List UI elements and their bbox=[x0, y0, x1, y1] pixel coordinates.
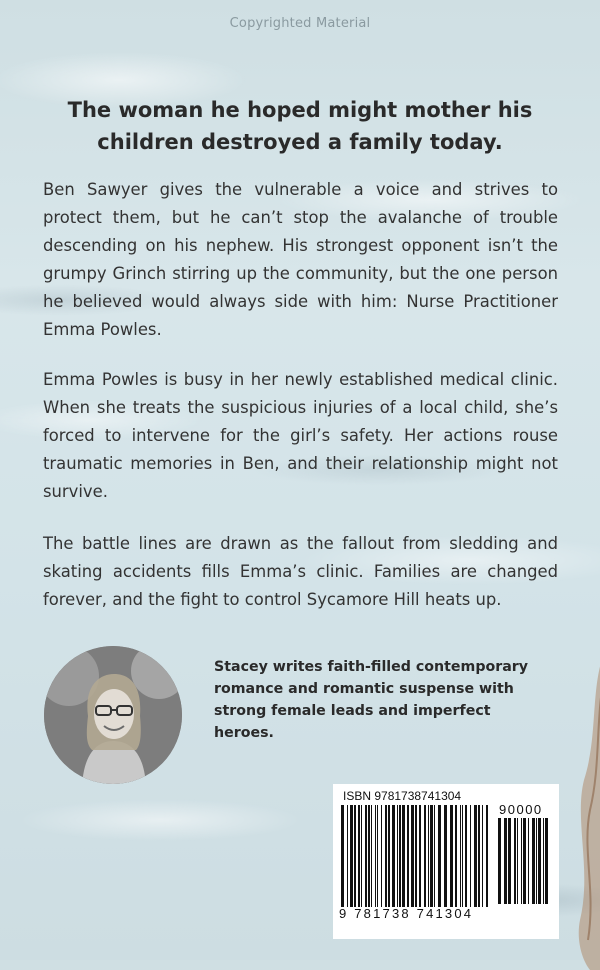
author-bio: Stacey writes faith-filled contemporary romance and romantic suspense with strong female leads and imperfect heroes. bbox=[214, 659, 529, 741]
price-code: 90000 bbox=[499, 802, 543, 817]
barcode-digits: 9 781738 741304 bbox=[339, 906, 474, 921]
copyright-watermark: Copyrighted Material bbox=[229, 16, 371, 31]
blurb-paragraph-3: The battle lines are drawn as the fallout from sledding and skating accidents fills Emma’s clinic. Families are changed forever, and the fight to control Sycamore Hill heats up. bbox=[43, 534, 558, 609]
isbn-label: ISBN 9781738741304 bbox=[343, 789, 462, 803]
barcode-panel bbox=[333, 784, 559, 939]
price-barcode bbox=[497, 818, 551, 904]
isbn-barcode bbox=[339, 805, 491, 907]
blurb-paragraph-2: Emma Powles is busy in her newly established medical clinic. When she treats the suspicious injuries of a local child, she’s forced to intervene for the girl’s safety. Her actions rouse traumatic memories in Ben, and their relationship might not survive. bbox=[43, 370, 558, 501]
blurb-paragraph-1: Ben Sawyer gives the vulnerable a voice and strives to protect them, but he can’t stop the avalanche of trouble descending on his nephew. His strongest opponent isn’t the grumpy Grinch stirring up the community, but the one person he believed would always side with him: Nurse Practitioner Emma Powles. bbox=[43, 180, 558, 339]
author-photo bbox=[44, 646, 182, 784]
hair-decoration bbox=[570, 640, 600, 970]
tagline-heading: The woman he hoped might mother his children destroyed a family today. bbox=[67, 98, 533, 154]
